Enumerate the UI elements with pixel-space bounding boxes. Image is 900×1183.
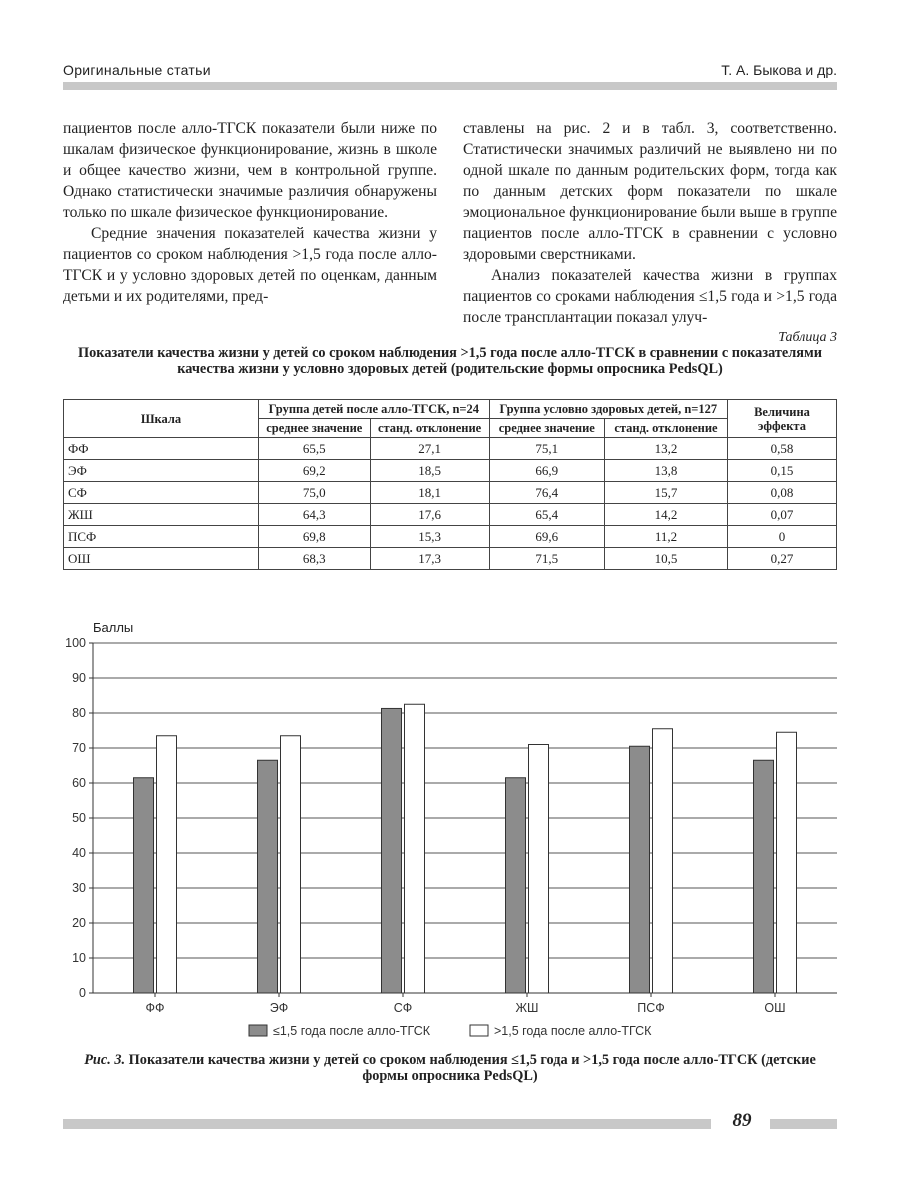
paragraph: пациентов после алло-ТГСК показатели были ниже по шкалам физическое функционирование, жизнь в школе и общее качество жизни, чем в контрольной группе. Однако статистически значимые различия обнаружены только по шкале физическое функционирование. bbox=[63, 120, 437, 221]
table-row bbox=[64, 460, 837, 482]
results-table bbox=[63, 399, 837, 570]
table-row bbox=[64, 504, 837, 526]
table-cell: 0,27 bbox=[728, 548, 837, 570]
y-tick-label: 30 bbox=[72, 881, 86, 895]
paragraph: Анализ показателей качества жизни в группах пациентов со сроками наблюдения ≤1,5 года и >1,5 года после трансплантации показал улуч- bbox=[463, 267, 837, 326]
y-tick-label: 90 bbox=[72, 671, 86, 685]
running-header-authors: Т. А. Быкова и др. bbox=[721, 62, 837, 78]
table-cell: 18,1 bbox=[370, 482, 489, 504]
bar-series1 bbox=[754, 760, 774, 993]
table-cell: 15,3 bbox=[370, 526, 489, 548]
sub-header-sd: станд. отклонение bbox=[370, 419, 489, 438]
bar-series1 bbox=[258, 760, 278, 993]
col-header-effect: Величина эффекта bbox=[728, 400, 837, 438]
table-label: Таблица 3 bbox=[778, 330, 837, 345]
sub-header-mean: среднее значение bbox=[489, 419, 604, 438]
bar-series2 bbox=[777, 732, 797, 993]
bar-chart bbox=[50, 612, 850, 1047]
y-tick-label: 70 bbox=[72, 741, 86, 755]
text-column-right bbox=[463, 118, 837, 328]
table-title: Показатели качества жизни у детей со сроком наблюдения >1,5 года после алло-ТГСК в сравнении с показателями качества жизни у условно здоровых детей (родительские формы опросника PedsQL) bbox=[78, 345, 822, 377]
table-cell: 13,8 bbox=[604, 460, 727, 482]
table-row bbox=[64, 438, 837, 460]
bar-series1 bbox=[506, 778, 526, 993]
table-cell: 0,07 bbox=[728, 504, 837, 526]
table-cell: 15,7 bbox=[604, 482, 727, 504]
bar-series2 bbox=[653, 729, 673, 993]
y-tick-label: 60 bbox=[72, 776, 86, 790]
col-header-scale: Шкала bbox=[64, 400, 259, 438]
header-rule bbox=[63, 82, 837, 90]
x-tick-label: ЭФ bbox=[269, 1001, 289, 1015]
table-cell: 66,9 bbox=[489, 460, 604, 482]
bar-series2 bbox=[157, 736, 177, 993]
bar-series2 bbox=[405, 704, 425, 993]
legend-swatch bbox=[470, 1025, 488, 1036]
table-cell: 0,58 bbox=[728, 438, 837, 460]
x-tick-label: ЖШ bbox=[515, 1001, 539, 1015]
footer-rule-right bbox=[770, 1119, 837, 1129]
figure-caption-label: Рис. 3. bbox=[84, 1052, 126, 1068]
legend-label: ≤1,5 года после алло-ТГСК bbox=[273, 1024, 431, 1038]
table-row bbox=[64, 526, 837, 548]
page-number: 89 bbox=[732, 1110, 752, 1131]
table-cell: 27,1 bbox=[370, 438, 489, 460]
y-tick-label: 40 bbox=[72, 846, 86, 860]
table-cell: ОШ bbox=[64, 548, 259, 570]
col-header-group2: Группа условно здоровых детей, n=127 bbox=[489, 400, 727, 419]
paragraph: ставлены на рис. 2 и в табл. 3, соответственно. Статистически значимых различий не выявлено ни по одной шкале по данным родительских форм, тогда как по данным детских форм показатели по шкале эмоциональное функционирование были выше в группе пациентов после алло-ТГСК в сравнении с условно здоровыми сверстниками. bbox=[463, 120, 837, 263]
y-tick-label: 10 bbox=[72, 951, 86, 965]
bar-series1 bbox=[382, 708, 402, 993]
running-header-section: Оригинальные статьи bbox=[63, 62, 211, 78]
table-cell: 17,6 bbox=[370, 504, 489, 526]
figure-caption bbox=[63, 1052, 837, 1084]
table-cell: ПСФ bbox=[64, 526, 259, 548]
table-cell: 75,1 bbox=[489, 438, 604, 460]
table-cell: 69,2 bbox=[259, 460, 371, 482]
table-cell: 69,6 bbox=[489, 526, 604, 548]
x-tick-label: ПСФ bbox=[637, 1001, 665, 1015]
table-cell: 75,0 bbox=[259, 482, 371, 504]
y-tick-label: 20 bbox=[72, 916, 86, 930]
table-cell: 71,5 bbox=[489, 548, 604, 570]
y-tick-label: 100 bbox=[65, 636, 86, 650]
table-cell: 14,2 bbox=[604, 504, 727, 526]
table-cell: ЭФ bbox=[64, 460, 259, 482]
table-cell: 17,3 bbox=[370, 548, 489, 570]
table-row bbox=[64, 482, 837, 504]
x-tick-label: ОШ bbox=[764, 1001, 786, 1015]
table-cell: 68,3 bbox=[259, 548, 371, 570]
y-axis-label: Баллы bbox=[93, 620, 134, 635]
table-cell: 0,15 bbox=[728, 460, 837, 482]
table-cell: 65,5 bbox=[259, 438, 371, 460]
x-tick-label: ФФ bbox=[145, 1001, 165, 1015]
bar-series1 bbox=[134, 778, 154, 993]
bar-series1 bbox=[630, 746, 650, 993]
bar-series2 bbox=[529, 745, 549, 994]
footer-rule-left bbox=[63, 1119, 711, 1129]
text-column-left bbox=[63, 118, 437, 307]
legend-swatch bbox=[249, 1025, 267, 1036]
table-cell: ЖШ bbox=[64, 504, 259, 526]
x-tick-label: СФ bbox=[393, 1001, 413, 1015]
table-cell: 69,8 bbox=[259, 526, 371, 548]
table-cell: 64,3 bbox=[259, 504, 371, 526]
table-row bbox=[64, 548, 837, 570]
paragraph: Средние значения показателей качества жизни у пациентов со сроком наблюдения >1,5 года после алло-ТГСК и у условно здоровых детей по оценкам, данным детьми и их родителями, пред- bbox=[63, 225, 437, 305]
y-tick-label: 50 bbox=[72, 811, 86, 825]
y-tick-label: 0 bbox=[79, 986, 86, 1000]
figure-caption-text: Показатели качества жизни у детей со сроком наблюдения ≤1,5 года и >1,5 года после алло-ТГСК (детские формы опросника PedsQL) bbox=[128, 1052, 816, 1084]
table-cell: 13,2 bbox=[604, 438, 727, 460]
table-cell: СФ bbox=[64, 482, 259, 504]
table-cell: 11,2 bbox=[604, 526, 727, 548]
bar-series2 bbox=[281, 736, 301, 993]
y-tick-label: 80 bbox=[72, 706, 86, 720]
table-cell: 18,5 bbox=[370, 460, 489, 482]
col-header-group1: Группа детей после алло-ТГСК, n=24 bbox=[259, 400, 490, 419]
table-cell: 10,5 bbox=[604, 548, 727, 570]
table-cell: ФФ bbox=[64, 438, 259, 460]
sub-header-sd: станд. отклонение bbox=[604, 419, 727, 438]
sub-header-mean: среднее значение bbox=[259, 419, 371, 438]
legend-label: >1,5 года после алло-ТГСК bbox=[494, 1024, 652, 1038]
table-cell: 0,08 bbox=[728, 482, 837, 504]
table-cell: 65,4 bbox=[489, 504, 604, 526]
table-cell: 76,4 bbox=[489, 482, 604, 504]
table-cell: 0 bbox=[728, 526, 837, 548]
